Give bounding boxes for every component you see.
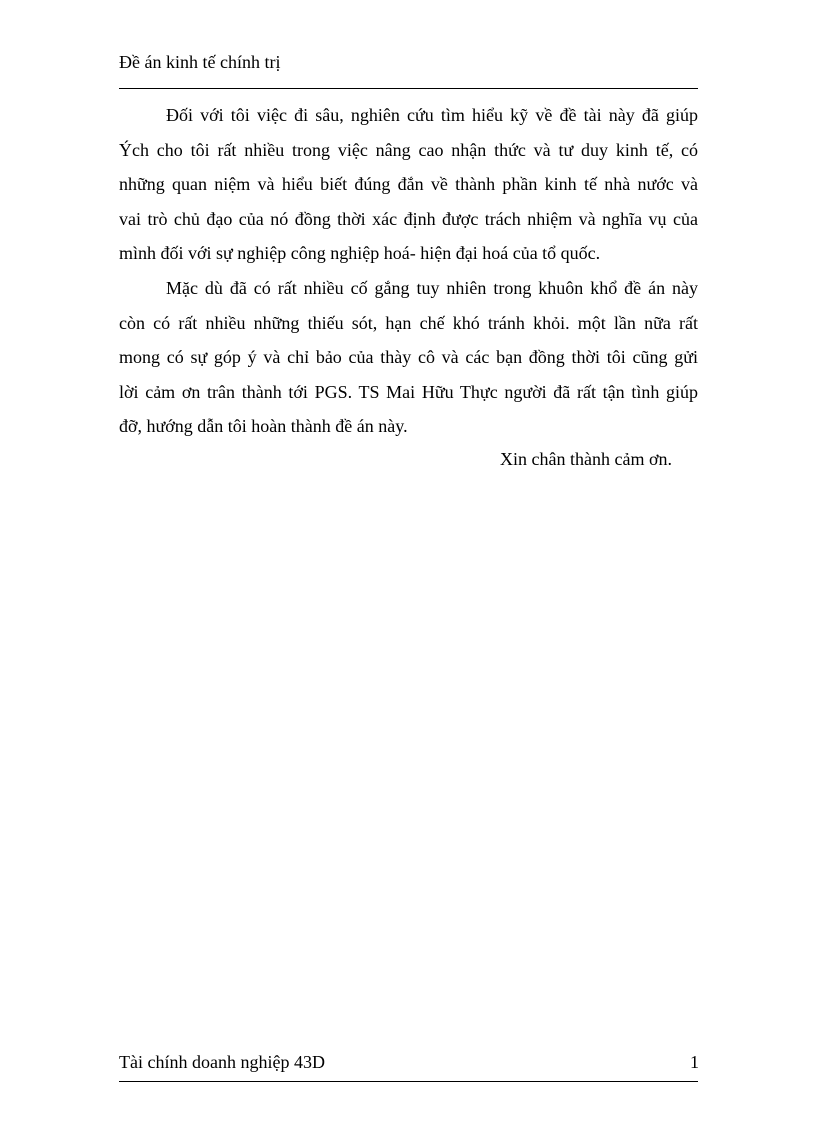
paragraph-line: mong có sự góp ý và chỉ bảo của thày cô và các bạn đồng thời tôi cũng gửi (119, 347, 698, 368)
paragraph-line: Mặc dù đã có rất nhiều cố gắng tuy nhiên trong khuôn khổ đề án này (166, 277, 698, 298)
header-rule (119, 88, 698, 89)
paragraph-line: mình đối với sự nghiệp công nghiệp hoá- hiện đại hoá của tổ quốc. (119, 243, 601, 264)
paragraph-line: lời cảm ơn trân thành tới PGS. TS Mai Hữu Thực người đã rất tận tình giúp (119, 381, 698, 402)
document-body (119, 98, 698, 444)
paragraph-line: những quan niệm và hiểu biết đúng đắn về thành phần kinh tế nhà nước và (119, 174, 698, 195)
paragraph-line: đỡ, hướng dẫn tôi hoàn thành đề án này. (119, 416, 408, 437)
closing-line: Xin chân thành cảm ơn. (500, 449, 672, 469)
page-number: 1 (690, 1052, 699, 1072)
page-header-title: Đề án kinh tế chính trị (119, 52, 281, 72)
paragraph-line: Ých cho tôi rất nhiều trong việc nâng cao nhận thức và tư duy kinh tế, có (119, 139, 698, 160)
paragraph-line: vai trò chủ đạo của nó đồng thời xác định được trách nhiệm và nghĩa vụ của (119, 208, 698, 229)
paragraph-line: Đối với tôi việc đi sâu, nghiên cứu tìm hiểu kỹ về đề tài này đã giúp (166, 105, 698, 125)
paragraph-2 (119, 271, 698, 444)
paragraph-line: còn có rất nhiều những thiếu sót, hạn chế khó tránh khỏi. một lần nữa rất (119, 312, 698, 333)
footer-text: Tài chính doanh nghiệp 43D (119, 1052, 325, 1072)
paragraph-1 (119, 98, 698, 271)
footer-rule (119, 1081, 698, 1082)
